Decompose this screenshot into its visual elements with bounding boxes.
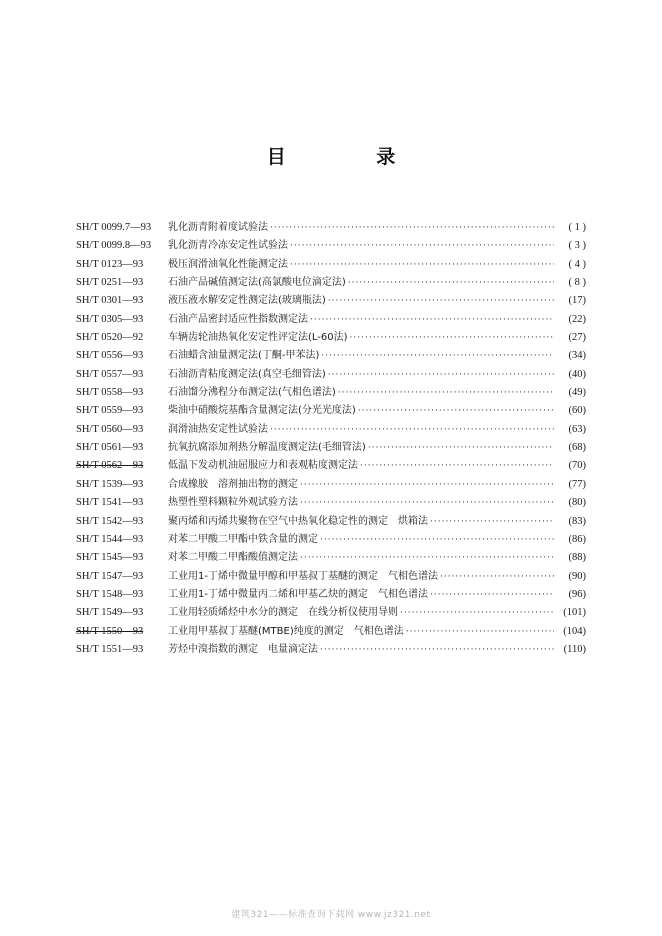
standard-code: SH/T 1541—93 [76,497,144,509]
page-number: (110) [563,643,586,655]
toc-entry [76,531,586,549]
standard-code: SH/T 0562—93 [76,460,144,472]
standard-code: SH/T 0560—93 [76,423,144,435]
page-title: 目 录 [266,146,438,168]
entry-title: 极压润滑油氧化性能测定法 [168,258,288,270]
entry-title: 抗氧抗腐添加剂热分解温度测定法(毛细管法) [168,442,366,454]
dot-leader [358,402,554,420]
standard-code: SH/T 0561—93 [76,442,144,454]
entry-title: 合成橡胶 溶剂抽出物的测定 [168,478,298,490]
page-number: (34) [568,350,586,362]
entry-title: 液压液水解安定性测定法(玻璃瓶法) [168,295,326,307]
page-number: (104) [563,625,586,637]
dot-leader [290,256,554,274]
dot-leader [400,604,554,622]
toc-entry [76,568,586,586]
entry-title: 工业用轻质烯烃中水分的测定 在线分析仪使用导则 [168,607,398,619]
page-number: (101) [563,607,586,619]
dot-leader [300,494,554,512]
standard-code: SH/T 0520—92 [76,332,144,344]
standard-code: SH/T 0559—93 [76,405,144,417]
entry-title: 低温下发动机油屈服应力和表观粘度测定法 [168,460,358,472]
toc-entry [76,641,586,659]
standard-code: SH/T 1547—93 [76,570,144,582]
page-number: (27) [568,332,586,344]
toc-entry [76,604,586,622]
watermark-footer: 建筑321——标准查询下载网 www.jz321.net [231,910,431,920]
standard-code: SH/T 1550—93 [76,625,144,637]
toc-entry [76,347,586,365]
dot-leader [338,384,554,402]
dot-leader [300,549,554,567]
standard-code: SH/T 0557—93 [76,368,144,380]
page-number: (96) [568,588,586,600]
toc-entry [76,256,586,274]
entry-title: 对苯二甲酸二甲酯酸值测定法 [168,552,298,564]
toc-entry [76,292,586,310]
dot-leader [328,292,554,310]
page-number: (49) [568,387,586,399]
dot-leader [368,439,554,457]
toc-entry [76,311,586,329]
toc-entry [76,219,586,237]
standard-code: SH/T 0556—93 [76,350,144,362]
page-number: (90) [568,570,586,582]
entry-title: 芳烃中溴指数的测定 电量滴定法 [168,643,318,655]
toc-entry [76,513,586,531]
standard-code: SH/T 1549—93 [76,607,144,619]
entry-title: 润滑油热安定性试验法 [168,423,268,435]
page-number: (68) [568,442,586,454]
toc-entry [76,549,586,567]
dot-leader [320,531,554,549]
entry-title: 聚丙烯和丙烯共聚物在空气中热氧化稳定性的测定 烘箱法 [168,515,428,527]
standard-code: SH/T 0099.8—93 [76,240,152,252]
page-number: (80) [568,497,586,509]
entry-title: 工业用1-丁烯中微量甲醇和甲基叔丁基醚的测定 气相色谱法 [168,570,438,582]
page-number: (86) [568,533,586,545]
entry-title: 对苯二甲酸二甲酯中铁含量的测定 [168,533,318,545]
dot-leader [430,513,554,531]
standard-code: SH/T 1544—93 [76,533,144,545]
toc-entry [76,402,586,420]
page-number: ( 8 ) [568,277,586,289]
dot-leader [430,586,554,604]
standard-code: SH/T 0099.7—93 [76,222,152,233]
entry-title: 乳化沥青冷冻安定性试验法 [168,240,288,252]
dot-leader [310,311,554,329]
dot-leader [290,237,554,255]
entry-title: 石油馏分沸程分布测定法(气相色谱法) [168,387,336,399]
page-number: (70) [568,460,586,472]
toc-entry [76,274,586,292]
entry-title: 车辆齿轮油热氧化安定性评定法(L-60法) [168,332,348,344]
toc-entry [76,384,586,402]
standard-code: SH/T 0251—93 [76,277,144,289]
dot-leader [320,641,554,659]
dot-leader [440,568,554,586]
entry-title: 工业用甲基叔丁基醚(MTBE)纯度的测定 气相色谱法 [168,625,404,637]
standard-code: SH/T 1548—93 [76,588,144,600]
standard-code: SH/T 1539—93 [76,478,144,490]
page-number: (88) [568,552,586,564]
dot-leader [328,366,554,384]
toc-entry [76,586,586,604]
toc-entry [76,237,586,255]
page-number: (63) [568,423,586,435]
entry-title: 石油产品密封适应性指数测定法 [168,313,308,325]
dot-leader [348,274,554,292]
toc-entry [76,476,586,494]
dot-leader [321,347,554,365]
dot-leader [270,219,554,237]
entry-title: 石油蜡含油量测定法(丁酮-甲苯法) [168,350,320,362]
toc-entry [76,421,586,439]
toc-list [76,219,586,659]
page-number: ( 4 ) [568,258,586,270]
dot-leader [350,329,554,347]
dot-leader [360,457,554,475]
dot-leader [270,421,554,439]
standard-code: SH/T 0305—93 [76,313,144,325]
page-number: (83) [568,515,586,527]
standard-code: SH/T 0123—93 [76,258,144,270]
entry-title: 石油沥青粘度测定法(真空毛细管法) [168,368,326,380]
entry-title: 柴油中硝酸烷基酯含量测定法(分光光度法) [168,405,356,417]
toc-entry [76,366,586,384]
entry-title: 工业用1-丁烯中微量丙二烯和甲基乙炔的测定 气相色谱法 [168,588,428,600]
entry-title: 热塑性塑料颗粒外观试验方法 [168,497,298,509]
toc-entry [76,623,586,641]
page-number: (77) [568,478,586,490]
standard-code: SH/T 1542—93 [76,515,144,527]
dot-leader [406,623,554,641]
toc-entry [76,439,586,457]
standard-code: SH/T 0558—93 [76,387,144,399]
page-number: ( 1 ) [568,222,586,233]
standard-code: SH/T 1545—93 [76,552,144,564]
dot-leader [300,476,554,494]
toc-entry [76,494,586,512]
entry-title: 石油产品碱值测定法(高氯酸电位滴定法) [168,277,346,289]
page-number: (60) [568,405,586,417]
standard-code: SH/T 0301—93 [76,295,144,307]
standard-code: SH/T 1551—93 [76,643,144,655]
page-number: (40) [568,368,586,380]
page-number: (22) [568,313,586,325]
page-number: ( 3 ) [568,240,586,252]
page-number: (17) [568,295,586,307]
toc-entry [76,457,586,475]
entry-title: 乳化沥青附着度试验法 [168,222,268,233]
toc-entry [76,329,586,347]
